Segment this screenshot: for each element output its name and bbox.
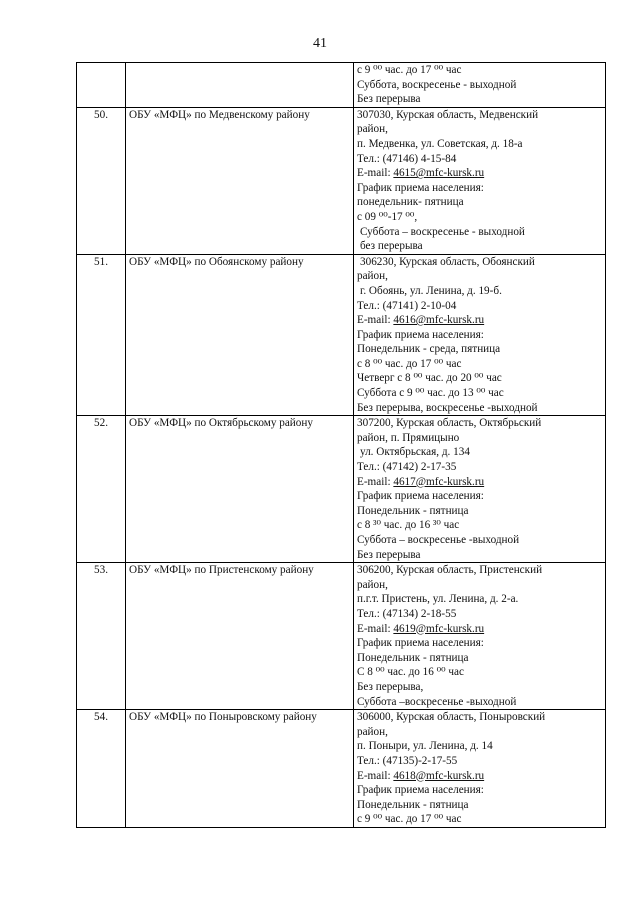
address-line: район, bbox=[357, 725, 388, 738]
address-line: 306200, Курская область, Пристенский bbox=[357, 564, 543, 577]
schedule-break: Без перерыва bbox=[357, 93, 421, 106]
address-line: район, bbox=[357, 578, 388, 591]
address-line: п. Поныри, ул. Ленина, д. 14 bbox=[357, 740, 493, 753]
schedule-heading: График приема населения: bbox=[357, 328, 484, 341]
mfc-offices-table bbox=[76, 62, 606, 828]
office-name: ОБУ «МФЦ» по Октябрьскому району bbox=[126, 416, 354, 563]
schedule-days: Понедельник - пятница bbox=[357, 504, 469, 517]
schedule-days: понедельник- пятница bbox=[357, 196, 464, 209]
address-line: район, bbox=[357, 123, 388, 136]
email-label: E-mail: bbox=[357, 475, 394, 488]
schedule-break: без перерыва bbox=[360, 240, 423, 253]
email-line bbox=[357, 166, 602, 181]
table-row bbox=[77, 416, 606, 563]
schedule-break: Без перерыва bbox=[357, 548, 421, 561]
email-line bbox=[357, 622, 602, 637]
email-label: E-mail: bbox=[357, 167, 394, 180]
table-row bbox=[77, 254, 606, 416]
schedule-heading: График приема населения: bbox=[357, 490, 484, 503]
schedule-days: Понедельник - среда, пятница bbox=[357, 343, 501, 356]
office-contacts bbox=[354, 563, 606, 710]
schedule-hours: Суббота с 9 ⁰⁰ час. до 13 ⁰⁰ час bbox=[357, 387, 504, 400]
schedule-hours: с 9 ⁰⁰ час. до 17 ⁰⁰ час bbox=[357, 64, 462, 76]
table-row bbox=[77, 563, 606, 710]
email-link[interactable]: 4618@mfc-kursk.ru bbox=[393, 769, 485, 782]
row-number: 50. bbox=[77, 107, 126, 254]
row-number: 54. bbox=[77, 710, 126, 828]
schedule-weekend: Суббота – воскресенье -выходной bbox=[357, 534, 520, 546]
email-label: E-mail: bbox=[357, 622, 394, 635]
phone-line: Тел.: (47141) 2-10-04 bbox=[357, 299, 457, 312]
address-line: 307030, Курская область, Медвенский bbox=[357, 108, 539, 121]
address-line: ул. Октябрьская, д. 134 bbox=[360, 446, 470, 459]
email-link[interactable]: 4616@mfc-kursk.ru bbox=[393, 314, 485, 327]
schedule-heading: График приема населения: bbox=[357, 181, 484, 194]
schedule-hours: с 8 ⁰⁰ час. до 17 ⁰⁰ час bbox=[357, 357, 462, 370]
schedule-hours: Четверг с 8 ⁰⁰ час. до 20 ⁰⁰ час bbox=[357, 372, 502, 385]
address-line: 307200, Курская область, Октябрьский bbox=[357, 417, 542, 430]
office-name bbox=[126, 63, 354, 108]
schedule-hours: с 09 ⁰⁰-17 ⁰⁰, bbox=[357, 210, 418, 223]
table-row bbox=[77, 63, 606, 108]
address-line: район, п. Прямицыно bbox=[357, 431, 460, 444]
schedule-hours: С 8 ⁰⁰ час. до 16 ⁰⁰ час bbox=[357, 666, 464, 679]
office-contacts bbox=[354, 710, 606, 828]
table-row bbox=[77, 710, 606, 828]
schedule-heading: График приема населения: bbox=[357, 637, 484, 650]
phone-line: Тел.: (47146) 4-15-84 bbox=[357, 152, 457, 165]
table-row bbox=[77, 107, 606, 254]
address-line: 306230, Курская область, Обоянский bbox=[360, 255, 535, 268]
schedule-heading: График приема населения: bbox=[357, 784, 484, 797]
schedule-weekend: Суббота –воскресенье -выходной bbox=[357, 695, 517, 708]
schedule-hours: с 8 ³⁰ час. до 16 ³⁰ час bbox=[357, 519, 460, 532]
office-name: ОБУ «МФЦ» по Медвенскому району bbox=[126, 107, 354, 254]
office-contacts bbox=[354, 254, 606, 416]
office-name: ОБУ «МФЦ» по Поныровскому району bbox=[126, 710, 354, 828]
schedule-break: Без перерыва, bbox=[357, 680, 424, 693]
phone-line: Тел.: (47135)-2-17-55 bbox=[357, 754, 458, 767]
address-line: п. Медвенка, ул. Советская, д. 18-а bbox=[357, 137, 523, 150]
schedule-weekend: Суббота – воскресенье - выходной bbox=[360, 225, 525, 238]
email-line bbox=[357, 769, 602, 784]
email-link[interactable]: 4617@mfc-kursk.ru bbox=[393, 475, 485, 488]
office-contacts bbox=[354, 63, 606, 108]
email-line bbox=[357, 313, 602, 328]
email-link[interactable]: 4615@mfc-kursk.ru bbox=[393, 167, 485, 180]
office-name: ОБУ «МФЦ» по Пристенскому району bbox=[126, 563, 354, 710]
schedule-break: Без перерыва, воскресенье -выходной bbox=[357, 401, 538, 414]
email-label: E-mail: bbox=[357, 314, 394, 327]
address-line: район, bbox=[357, 270, 388, 283]
schedule-days: Понедельник - пятница bbox=[357, 651, 469, 664]
row-number bbox=[77, 63, 126, 108]
row-number: 53. bbox=[77, 563, 126, 710]
email-label: E-mail: bbox=[357, 769, 394, 782]
row-number: 52. bbox=[77, 416, 126, 563]
address-line: п.г.т. Пристень, ул. Ленина, д. 2-а. bbox=[357, 593, 519, 606]
address-line: г. Обоянь, ул. Ленина, д. 19-б. bbox=[360, 284, 502, 297]
phone-line: Тел.: (47142) 2-17-35 bbox=[357, 461, 457, 474]
address-line: 306000, Курская область, Поныровский bbox=[357, 711, 546, 724]
schedule-days: Понедельник - пятница bbox=[357, 798, 469, 811]
office-contacts bbox=[354, 107, 606, 254]
schedule-hours: с 9 ⁰⁰ час. до 17 ⁰⁰ час bbox=[357, 813, 462, 826]
email-line bbox=[357, 475, 602, 490]
email-link[interactable]: 4619@mfc-kursk.ru bbox=[393, 622, 485, 635]
office-contacts bbox=[354, 416, 606, 563]
phone-line: Тел.: (47134) 2-18-55 bbox=[357, 607, 457, 620]
row-number: 51. bbox=[77, 254, 126, 416]
page-number: 41 bbox=[313, 36, 327, 51]
office-name: ОБУ «МФЦ» по Обоянскому району bbox=[126, 254, 354, 416]
schedule-weekend: Суббота, воскресенье - выходной bbox=[357, 78, 517, 91]
